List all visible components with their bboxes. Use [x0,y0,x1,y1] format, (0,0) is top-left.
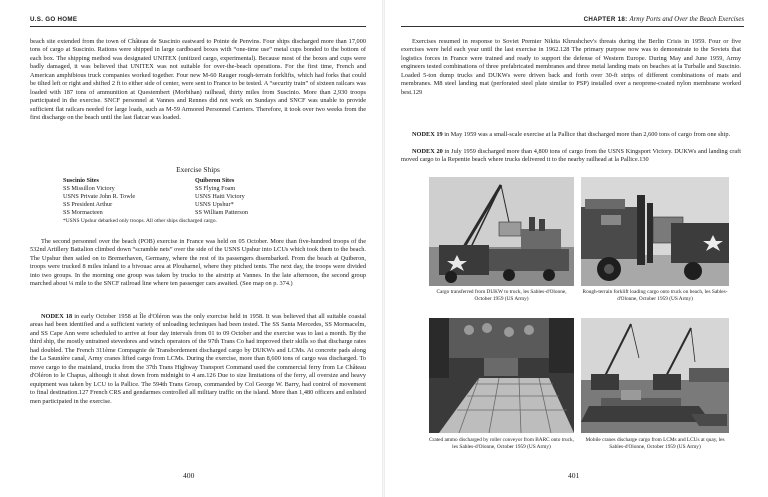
page-number: 400 [183,471,195,480]
left-page [0,0,382,497]
photo-caption: Crated ammo discharged by roller conveyor from BARC onto truck, les Sables-d'Olonne, October 1959 (US Army) [429,437,574,450]
right-page [385,0,768,497]
exercise-ships-table [30,166,366,226]
table-title: Exercise Ships [176,165,220,174]
chapter-title: Army Ports and Over the Beach Exercises [629,16,744,23]
paragraph-pob-exercise: The second personnel over the beach (POB) exercise in France was held on 05 October. More than five-hundred troops of the 532nd Artillery Battalion climbed down “scramble nets” over the side of the USNS Upshur into LCUs which took them to the beach. The Upshur then sailed on to Bremerhaven, Germany, where the rest of its passengers disembarked. From the beach at Quiberon, troops were trucked 8 miles inland to a bivouac area at Plouharnel, where they pitched tents. The next day, the troops were divided into two groups. In the morning one group was taken by trucks to the airstrip at Vannes. In the late afternoon, the second group marched about ¼ mile to the SNCF railroad line where ten passenger cars awaited. (See map on p. 374.) [30,238,366,288]
photo-caption: Mobile cranes discharge cargo from LCMs and LCUs at quay, les Sables-d'Olonne, October 1959 (US Army) [585,437,725,450]
paragraph-nodex-20 [401,148,741,165]
running-head [584,16,744,23]
table-footnote: *USNS Upshur debarked only troops. All other ships discharged cargo. [63,218,217,225]
paragraph-suscinio: beach site extended from the town of Château de Suscinio eastward to Pointe de Penvins. Four ships discharged more than 17,000 tons of cargo at Suscinio. Rations were shipped in large cardboard boxes with “one-time use” metal cups bonded to the bottom of each box. The shipping method was designated UNITEX (unitized cargo, experimental). Because most of the boxes and cups were badly damaged, it was believed that UNITEX was not suitable for over-the-beach operations. For the first time, French and American amphibious truck companies worked together. Four new M-60 Rauger rough-terrain forklifts, which had forks that could be tilted left or right and shifted 2 ft to either side of center, were sent to France to be tested. A “security train” of sixteen railcars was loaded with 187 tons of ammunition at Questembert (Morbihan) railhead, thirty miles from Suscinio. More than 2,930 troops participated in the exercise. SNCF personnel at Vannes and Rennes did not work on Sundays and SNCF was unable to provide sufficient flat railcars needed for large loads, such as M-59 Armored Personnel Carriers. Therefore, it took over two weeks from the first discharge on the beach until the last flatcar was loaded. [30,38,366,122]
column-header: Suscinio Sites [63,176,99,184]
nodex-20-body: in July 1959 discharged more than 4,800 tons of cargo from the USNS Kingsport Victory. DUKWs and landing craft moved cargo to la Repentie beach where trucks delivered it to the nearby railhead at la Pallice.130 [401,148,741,164]
photo-mobile-cranes [581,318,729,433]
nodex-18-lead: NODEX 18 [41,313,73,320]
column-header: Quiberon Sites [195,176,235,184]
header-rule [30,26,366,27]
nodex-20-lead: NODEX 20 [412,148,443,155]
page-number: 401 [568,471,580,480]
ship-item: USNS Haiti Victory [195,192,245,200]
running-head: U.S. GO HOME [30,16,78,23]
photo-dukw-to-truck [429,177,574,286]
nodex-19-lead: NODEX 19 [412,131,443,138]
photo-crated-ammo [429,318,574,433]
header-rule [401,26,744,27]
paragraph-nodex-18 [30,313,366,406]
chapter-label: CHAPTER 18: [583,16,628,23]
ship-item: SS Mormacteen [63,208,103,216]
table-column-suscinio [63,177,181,217]
table-column-quiberon [195,177,313,217]
ship-item: SS President Arthur [63,200,113,208]
ship-item: USNS Private John R. Towle [63,192,136,200]
nodex-19-body: in May 1959 was a small-scale exercise at la Pallice that discharged more than 2,600 tons of cargo from one ship. [442,131,731,138]
paragraph-berlin-crisis: Exercises resumed in response to Soviet Premier Nikita Khrushchev's threats during the Berlin Crisis in 1959. Four or five exercises were held each year until the last exercise in 1962.128 The primary purpose now was to demonstrate to the Soviets that logistics forces in France were trained and ready to support the defense of Western Europe. During May and June 1959, Army engineers tested combinations of three prefabricated membranes and three metal landing mats on beaches at la Turballe and Suscinio. Loaded 5-ton dump trucks and DUKWs were driven back and forth over 30-ft strips of different combinations of mats and membranes. M8 steel landing mat (perforated steel plate similar to PSP) installed over a neoprene-coated nylon membrane worked best.129 [401,38,741,96]
photo-caption: Rough-terrain forklift loading cargo onto truck on beach, les Sables-d'Olonne, October 1959 (US Army) [582,289,728,302]
photo-forklift-truck [581,177,729,286]
ship-item: SS Flying Foam [195,184,236,192]
ship-item: SS William Patterson [195,208,248,216]
ship-item: USNS Upshur* [195,200,234,208]
paragraph-nodex-19 [401,131,741,139]
nodex-18-body: in early October 1958 at Île d'Oléron was the only exercise held in 1958. It was believed that all suitable coastal areas had been identified and a sufficient variety of unloading techniques had been tested. The SS Santa Mercedes, SS Mormacelm, and SS Cape Ann were scheduled to arrive at four day intervals from 01 to 09 October and the exercise was to last a month. By the third ship, the mostly untrained stevedores and winch operators of the 97th Trans Co had improved their skills so that discharge rates had doubled. The French 311ème Compagnie de Transbordement discharged cargo by DUKWs and LCMs. At concrete pads along the La Saunière canal, Army cranes lifted cargo from LCMs. During the exercise, more than 8,600 tons of cargo was discharged. To move cargo to the mainland, trucks from the 37th Trans Highway Transport Command used the commercial ferry from Le Château d'Oléron to le Chapus, although it shut down from midnight to 4 am.126 Due to size limitations of the ferry, all oversize and heavy equipment was taken by LCU to la Pallice. The 594th Trans Group, commanded by Col George W. Barry, had control of movement to final destination.127 French CRS and gendarmes controlled all military traffic on the island. More than 1,480 officers and enlisted men participated in the exercise. [30,313,366,405]
photo-caption: Cargo transferred from DUKW to truck, les Sables-d'Olonne, October 1959 (US Army) [436,289,567,302]
ship-item: SS Missillon Victory [63,184,115,192]
